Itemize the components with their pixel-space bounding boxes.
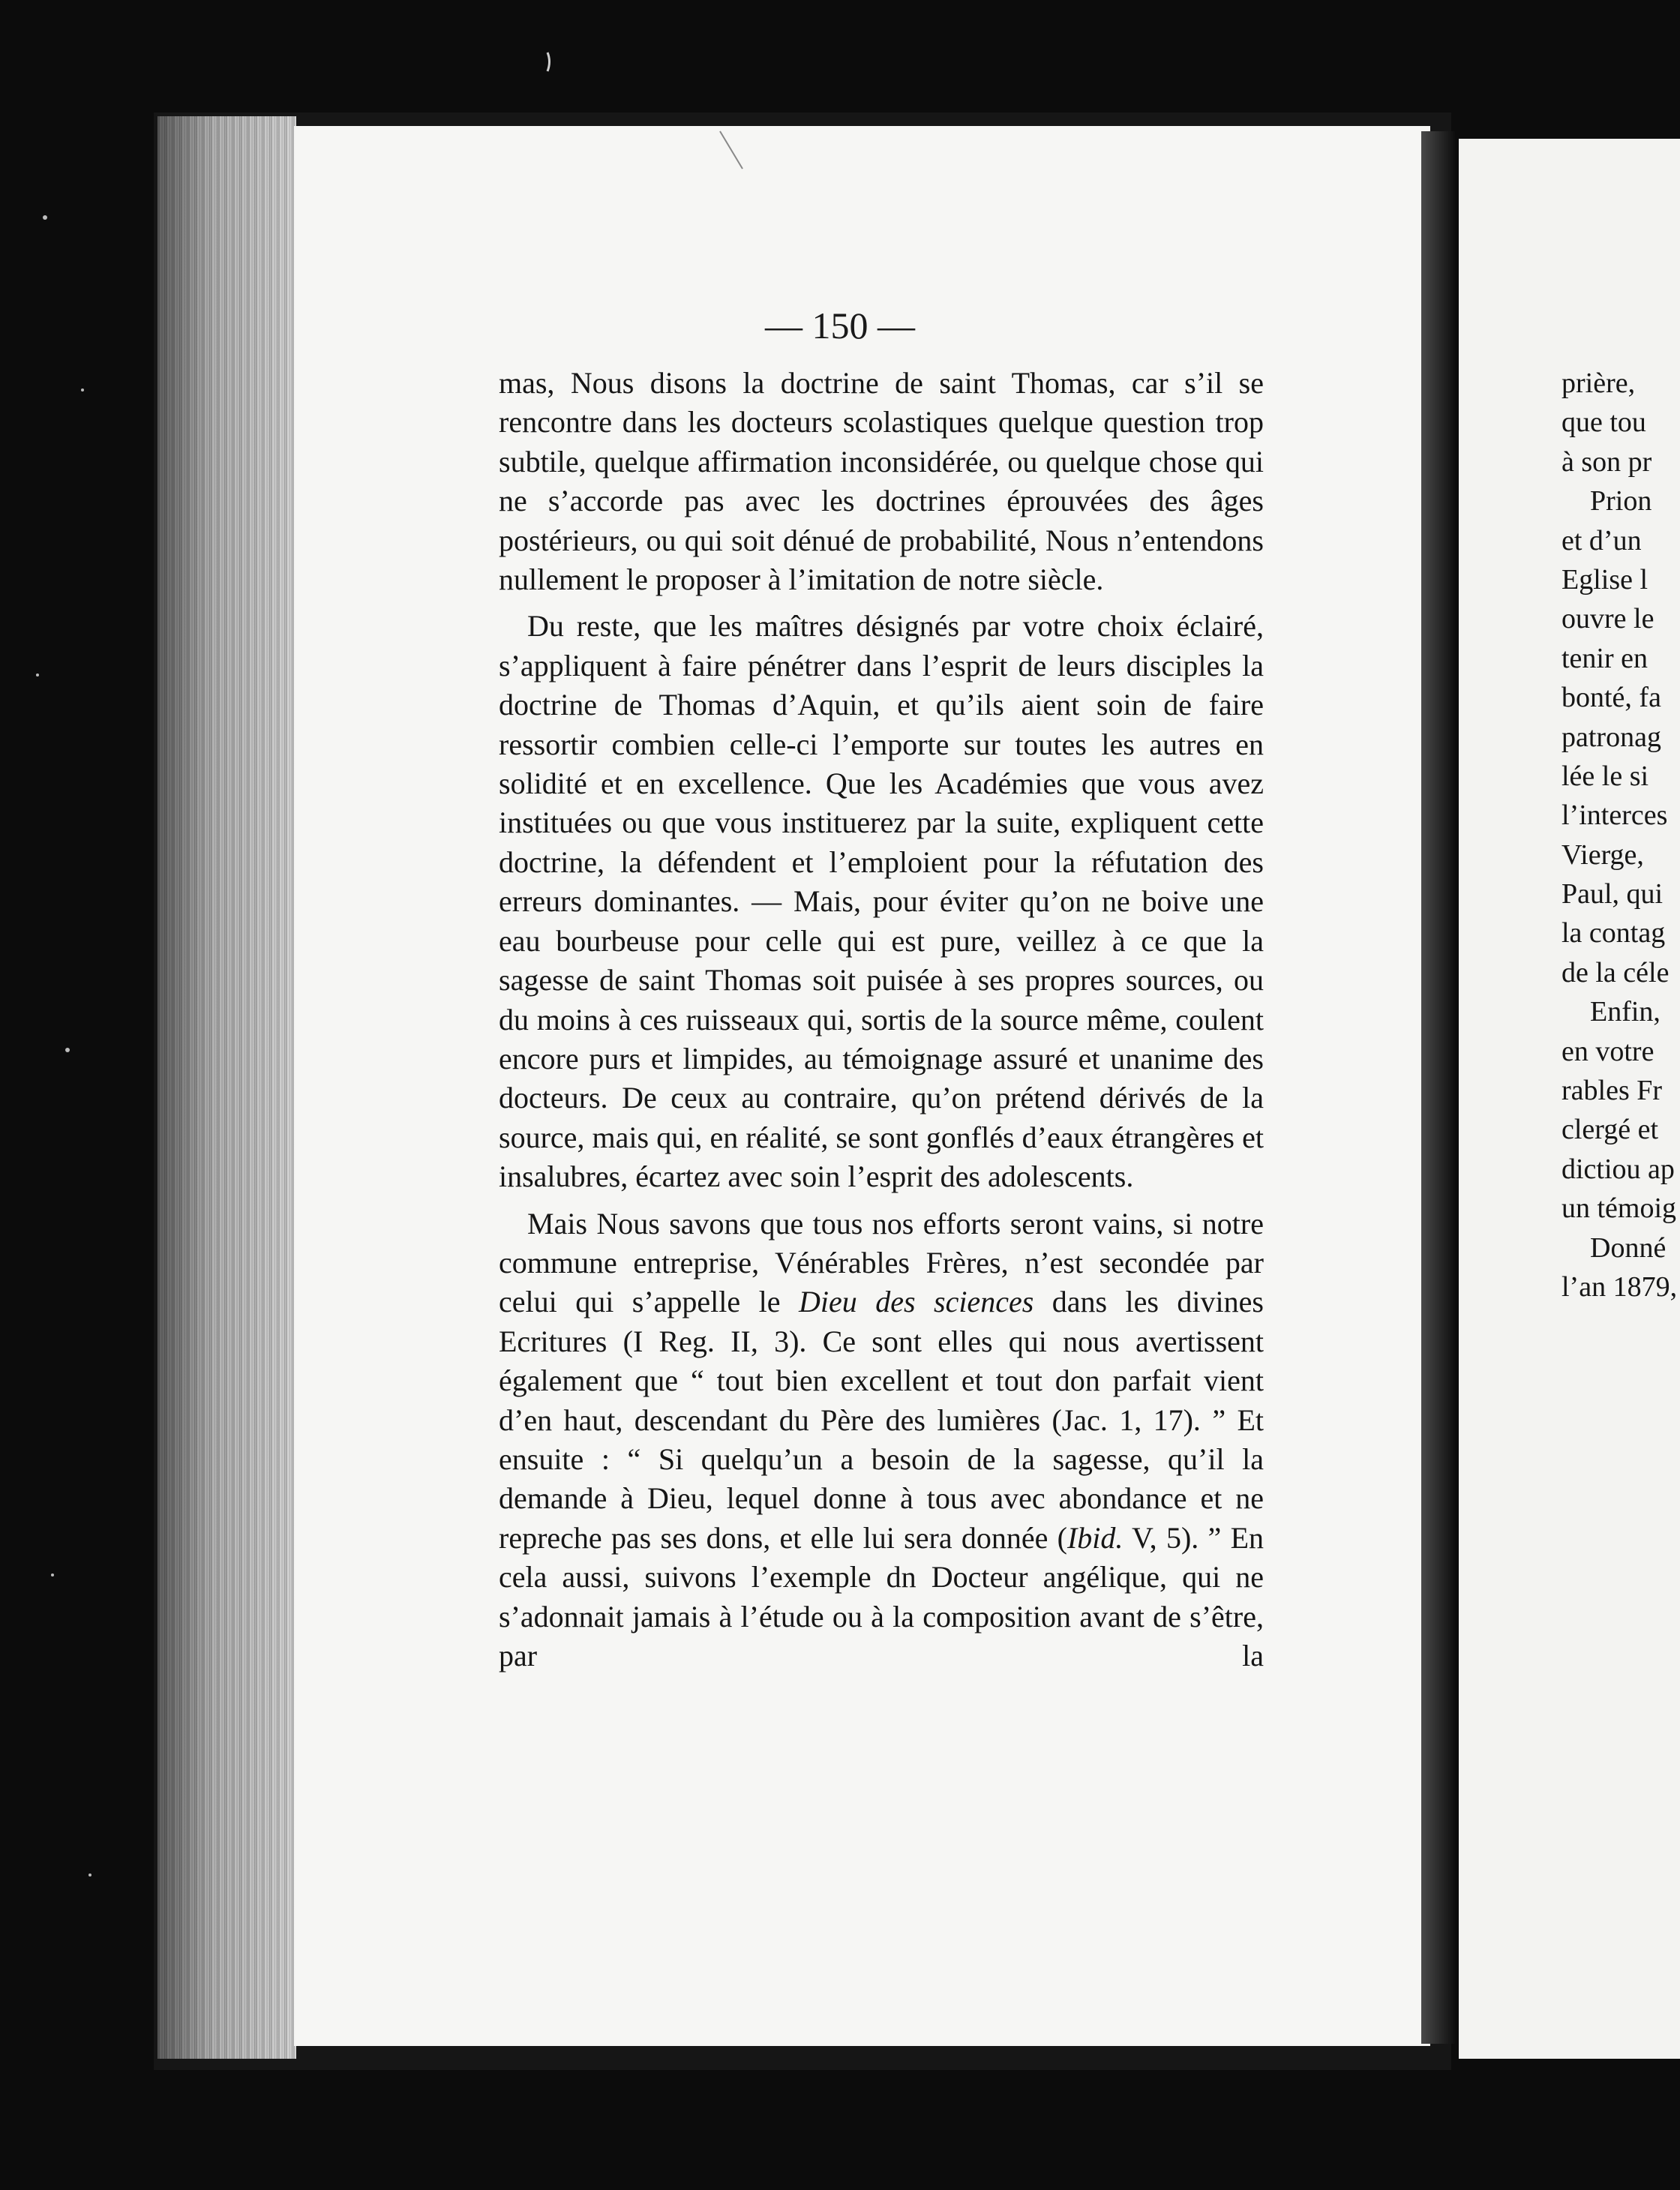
facing-line: un témoig: [1562, 1192, 1677, 1225]
facing-line: rables Fr: [1562, 1075, 1663, 1107]
facing-line: dictiou ap: [1562, 1153, 1675, 1185]
facing-line: l’an 1879,: [1562, 1270, 1678, 1303]
facing-line: et d’un: [1562, 524, 1642, 556]
facing-line: la contag: [1562, 917, 1666, 950]
facing-line: patronag: [1562, 721, 1661, 753]
facing-line: Eglise l: [1562, 563, 1648, 596]
gutter-shadow: [1421, 131, 1455, 2044]
facing-line: lée le si: [1562, 760, 1649, 792]
paragraph-2: Du reste, que les maîtres désignés par votre choix éclairé, s’appliquent à faire pénétrer dans l’esprit de leurs disciples la doctrine de Thomas d’Aquin, et qu’ils aient soin de faire ressortir combien celle-ci l’emporte sur toutes les autres en solidité et en excellence. Que les Académies que vous avez instituées ou que vous instituerez par la suite, expliquent cette doctrine, la défendent et l’emploient pour la réfutation des erreurs dominantes. — Mais, pour éviter qu’on ne boive une eau bourbeuse pour celle qui est pure, veillez à ce que la sagesse de saint Thomas soit puisée à ses propres sources, ou du moins à ces ruisseaux qui, sortis de la source même, coulent encore purs et limpides, au témoignage assuré et unanime des docteurs. De ceux au contraire, qu’on prétend dérivés de la source, mais qui, en réalité, se sont gonflés d’eaux étrangères et insalubres, écartez avec soin l’esprit des adolescents.: [499, 609, 1264, 1194]
facing-line: Donné: [1590, 1232, 1666, 1264]
facing-line: tenir en: [1562, 642, 1648, 674]
main-text: [499, 364, 1264, 1676]
facing-line: Vierge,: [1562, 838, 1644, 871]
facing-line: Prion: [1590, 485, 1652, 518]
italic-title: Dieu des sciences: [798, 1285, 1034, 1319]
paragraph-3: Mais Nous savons que tous nos efforts seront vains, si notre commune entreprise, Vénérables Frères, n’est secondée par celui qui s’appelle le Dieu des sciences dans les divines Ecritures (I Reg. II, 3). Ce sont elles qui nous avertissent également que “ tout bien excellent et tout don parfait vient d’en haut, descendant du Père des lumières (Jac. 1, 17). ” Et ensuite : “ Si quelqu’un a besoin de la sagesse, qu’il la demande à Dieu, lequel donne à tous avec abondance et ne repreche pas ses dons, et elle lui sera donnée (Ibid. V, 5). ” En cela aussi, suivons l’exemple dn Docteur angélique, qui ne s’adonnait jamais à l’étude ou à la composition avant de s’être, par la: [499, 1206, 1264, 1672]
facing-line: Paul, qui: [1562, 878, 1664, 910]
facing-line: que tou: [1562, 406, 1646, 439]
facing-line: bonté, fa: [1562, 682, 1661, 714]
page-edges: [158, 116, 296, 2059]
facing-page-text: [1562, 364, 1680, 1306]
facing-line: en votre: [1562, 1035, 1654, 1067]
facing-line: prière,: [1562, 368, 1636, 399]
paragraph-1: mas, Nous disons la doctrine de saint Thomas, car s’il se rencontre dans les docteurs scolastiques quelque question trop subtile, quelque affirmation inconsidérée, ou quelque chose qui ne s’accorde pas avec les doctrines éprouvées des âges postérieurs, ou qui soit dénué de probabilité, Nous n’entendons nullement le proposer à l’imitation de notre siècle.: [499, 366, 1264, 597]
facing-line: clergé et: [1562, 1114, 1659, 1146]
italic-ibid: Ibid.: [1066, 1520, 1124, 1555]
facing-line: de la céle: [1562, 956, 1670, 988]
facing-line: l’interces: [1562, 800, 1668, 832]
facing-line: à son pr: [1562, 446, 1652, 478]
page-number: — 150 —: [765, 304, 915, 346]
facing-line: ouvre le: [1562, 603, 1654, 635]
facing-line: Enfin,: [1590, 996, 1660, 1028]
